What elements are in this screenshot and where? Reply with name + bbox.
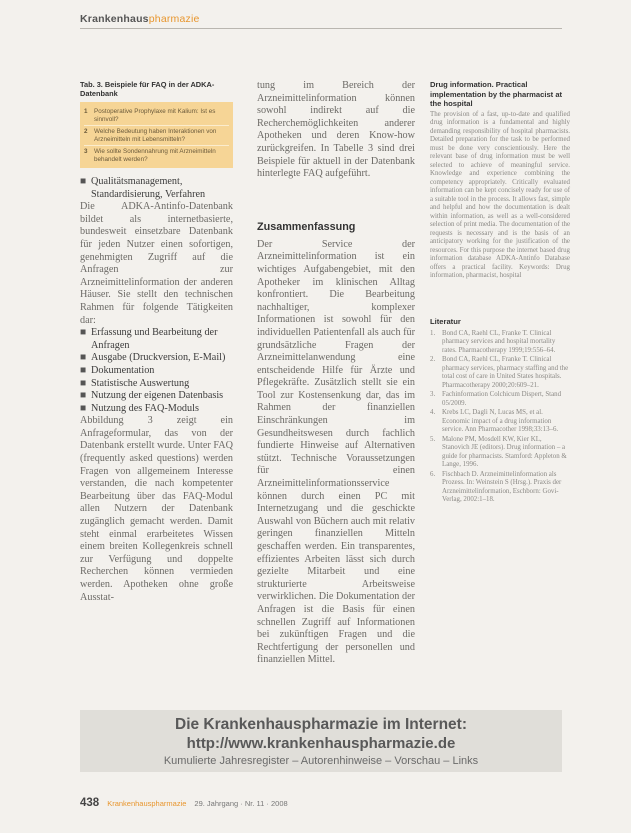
promo-url[interactable]: http://www.krankenhauspharmazie.de xyxy=(186,735,456,752)
bullet-icon: ■ xyxy=(80,176,87,187)
paragraph: Die ADKA-Antinfo-Datenbank bildet als internetbasierte, bundesweit einsetzbare Datenbank für jeden Nutzer einen sofortigen, genehmigten Zugriff auf die Anfragen zur Arzneimittelinformation der anderen Häuser. Sie stellt den technischen Rahmen für folgende Tätigkeiten dar: xyxy=(80,201,233,326)
section-title: Zusammenfassung xyxy=(257,220,356,233)
table-row-number: 2 xyxy=(84,128,88,135)
table-row-text: Welche Bedeutung haben Interaktionen von Arzneimitteln mit Lebensmitteln? xyxy=(94,128,217,143)
table-row xyxy=(84,125,229,145)
list-item: 2. Bond CA, Raehl CL, Franke T. Clinical pharmacy services, pharmacy staffing and the total cost of care in United States hospitals. Pharmacotherapy 2000;20:609–21. xyxy=(430,356,569,389)
references-heading: Literatur xyxy=(430,316,461,326)
paragraph: Abbildung 3 zeigt ein Anfrageformular, das von der Datenbank erstellt wurde. Unter FAQ (frequently asked questions) werden Fragen von allgemeinem Interesse verstanden, die nach kompetenter Bearbeitung über das FAQ-Modul allen Nutzern der Datenbank zugänglich gemacht werden. Damit steht einmal erarbeitetes Wissen einem breiten Kollegenkreis schnell zur Verfügung und doppelte Recherchen können vermieden werden. Apotheken ohne große Ausstat- xyxy=(80,415,233,603)
list-item: ■ Nutzung der eigenen Datenbasis xyxy=(80,390,224,402)
bullet-icon: ■ xyxy=(80,364,87,376)
page-number: 438 xyxy=(80,797,100,809)
table-row xyxy=(84,106,229,125)
list-item: 1. Bond CA, Raehl CL, Franke T. Clinical pharmacy services and hospital mortality rates. Pharmacotherapy 1999;19:556–64. xyxy=(430,329,556,354)
bullet-icon: ■ xyxy=(80,352,87,364)
list-item: ■ Statistische Auswertung xyxy=(80,377,190,389)
bullet-icon: ■ xyxy=(80,402,87,414)
list-item: 6. Fischbach D. Arzneimittelinformation als Prozess. In: Weinstein S (Hrsg.). Praxis der Arzneimittelinformation, Eschborn: Govi-Verlag, 2002:1–18. xyxy=(430,470,562,503)
running-header xyxy=(80,13,200,25)
list-item: ■ Qualitätsmanagement, Standardisierung, Verfahren xyxy=(80,176,206,200)
promo-links: Kumulierte Jahresregister – Autorenhinweise – Vorschau – Links xyxy=(163,755,479,767)
table-caption: Tab. 3. Beispiele für FAQ in der ADKA-Datenbank xyxy=(80,80,215,98)
list-item: ■ Dokumentation xyxy=(80,364,155,376)
header-brand-main: Krankenhaus xyxy=(80,13,149,25)
faq-table xyxy=(80,102,233,168)
list-item: ■ Erfassung und Bearbeitung der Anfragen xyxy=(80,327,218,351)
task-bullet-list xyxy=(80,327,233,415)
internet-promo-box xyxy=(80,710,562,772)
abstract-heading: Drug information. Practical implementation by the pharmacist at the hospital xyxy=(430,80,563,108)
issue-info: 29. Jahrgang · Nr. 11 · 2008 xyxy=(194,799,288,808)
table-row-text: Wie sollte Sondennahrung mit Arzneimitteln behandelt werden? xyxy=(94,148,216,163)
bullet-icon: ■ xyxy=(80,377,87,389)
header-divider xyxy=(80,28,562,29)
column-3 xyxy=(430,80,570,506)
promo-title: Die Krankenhauspharmazie im Internet: xyxy=(175,716,467,733)
header-brand-accent: pharmazie xyxy=(148,13,200,25)
column-2 xyxy=(257,80,415,667)
list-item: 4. Krebs LC, Dagli N, Lucas MS, et al. Economic impact of a drug information service. Ann Pharmacother 1998;33:13–6. xyxy=(430,409,559,433)
table-row xyxy=(84,145,229,165)
list-item: ■ Ausgabe (Druckversion, E-Mail) xyxy=(80,352,226,364)
table-row-number: 1 xyxy=(84,108,88,115)
list-item: 3. Fachinformation Colchicum Dispert, Stand 05/2009. xyxy=(430,391,562,407)
list-item: 5. Malone PM, Mosdell KW, Kier KL, Stanovich JE (editors). Drug information – a guide for pharmacists. Stamford: Appleton & Lange, 1996. xyxy=(430,435,567,468)
list-item: ■ Nutzung des FAQ-Moduls xyxy=(80,402,199,414)
magazine-name: Krankenhauspharmazie xyxy=(107,799,187,808)
bullet-icon: ■ xyxy=(80,327,87,339)
column-1 xyxy=(80,80,233,604)
abstract-text: The provision of a fast, up-to-date and qualified drug information is a fundamental and highly demanding responsibility of hospital pharmacists. Detailed preparation for the task to be performed must be done very conscientiously. Here the relevant base of drug information must be well selected to achieve of meaningful service. Knowledge and experience combining the competency appropriately. Critically evaluated information can be kept concisely ready for use of a suitable tool in the process. It allows fast, simple and helpful and how the documentation is dealt within information, as well as a well-considered selection of print media. The documentation of the requests is necessary and is the basis of an anticipatory working for the justification of the resources. For this purpose the internet based drug information database ADKA-Antinfo Database offers a practical facility. Keywords: Drug information, pharmacist, hospital xyxy=(430,110,570,279)
page-footer xyxy=(80,797,288,809)
paragraph: Der Service der Arzneimittelinformation ist ein wichtiges Aufgabengebiet, mit den Apotheker im klinischen Alltag konfrontiert. Die Bearbeitung nachhaltiger, komplexer Informationen ist sowohl für den individuellen Patientenfall als auch für grundsätzliche Fragen der Arzneimittelanwendung eine entscheidende Hilfe für Ärzte und Pflegekräfte. Zusätzlich stellt sie ein Tool zur Kostensenkung dar, das im Rahmen der finanziellen Einschränkungen im Gesundheitswesen durch fachlich fundierte Hinweise auf Alternativen stützt. Technische Voraussetzungen für einen Arzneimittelinformationsservice können durch einen PC mit Internetzugang und die geschickte Auswahl von Büchern auch mit relativ geringen finanziellen Mitteln geschaffen werden. Ein transparentes, effizientes Arbeiten lässt sich durch gezielte Mitarbeit und eine strukturierte Arbeitsweise verwirklichen. Die Dokumentation der Anfragen ist die Basis für einen schnellen Zugriff auf Informationen bei zukünftigen Fragen und die Rechtfertigung der personellen und finanziellen Mittel. xyxy=(257,238,415,666)
bullet-icon: ■ xyxy=(80,390,87,402)
references-list xyxy=(430,330,570,505)
table-row-number: 3 xyxy=(84,148,88,155)
table-row-text: Postoperative Prophylaxe mit Kalium: Ist es sinnvoll? xyxy=(94,108,216,123)
paragraph: tung im Bereich der Arzneimittelinformation können sowohl indirekt auf die Recherchemöglichkeiten anderer Apotheken und deren Know-how zurückgreifen. In Tabelle 3 sind drei Beispiele für aktuell in der Datenbank hinterlegte FAQ aufgeführt. xyxy=(257,80,415,180)
intro-bullet-list xyxy=(80,176,233,201)
